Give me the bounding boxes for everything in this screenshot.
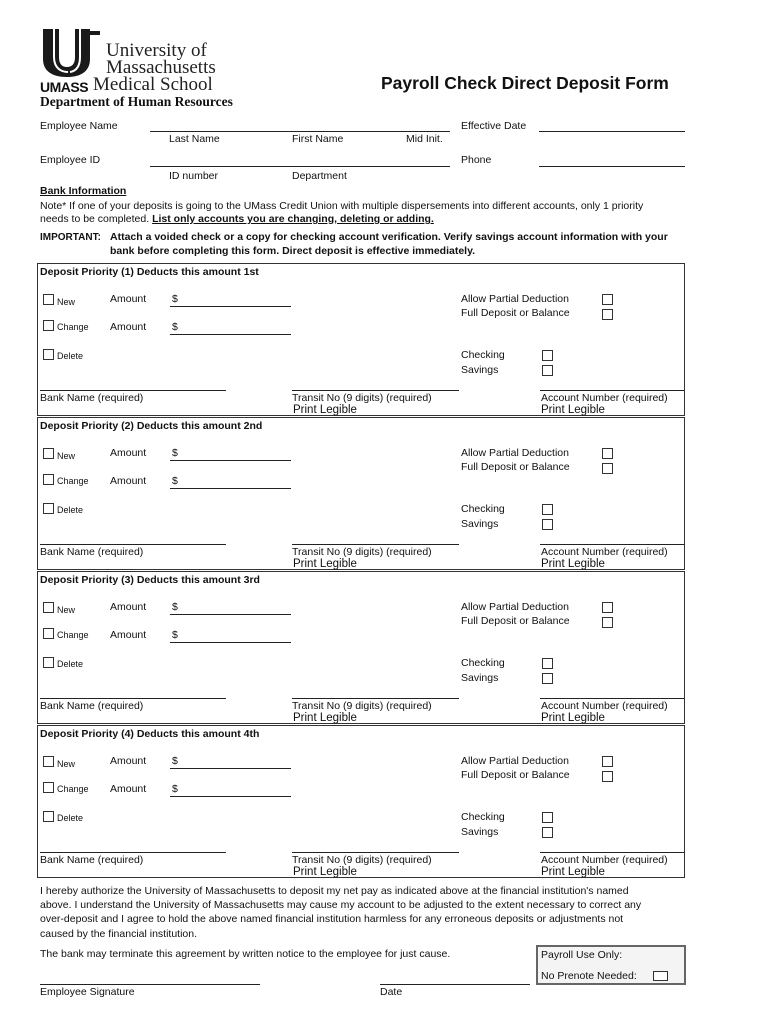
- savings-checkbox[interactable]: [542, 519, 553, 530]
- transit-print-legible: Print Legible: [293, 712, 357, 724]
- important-line-2: bank before completing this form. Direct deposit is effective immediately.: [110, 245, 476, 257]
- umass-logo-mark: [40, 27, 102, 79]
- new-label: New: [57, 759, 76, 769]
- delete-label: Delete: [57, 505, 84, 515]
- account-label: Account Number (required): [541, 546, 668, 558]
- new-label: New: [57, 297, 76, 307]
- dollar-sign-2: $: [172, 321, 178, 333]
- change-checkbox[interactable]: [43, 628, 54, 639]
- partial-deduction-label: Allow Partial Deduction: [461, 293, 569, 305]
- full-deposit-checkbox[interactable]: [602, 771, 613, 782]
- account-line[interactable]: [540, 698, 684, 699]
- university-line-3: Medical School: [93, 74, 213, 95]
- employee-id-label: Employee ID: [40, 154, 101, 166]
- date-label: Date: [380, 986, 403, 998]
- amount-line-2[interactable]: [170, 796, 291, 797]
- account-label: Account Number (required): [541, 700, 668, 712]
- dollar-sign-1: $: [172, 293, 178, 305]
- employee-signature-label: Employee Signature: [40, 986, 135, 998]
- employee-name-line[interactable]: [150, 131, 450, 132]
- full-deposit-checkbox[interactable]: [602, 617, 613, 628]
- first-name-caption: First Name: [292, 133, 344, 145]
- account-line[interactable]: [540, 544, 684, 545]
- savings-label: Savings: [461, 672, 499, 684]
- checking-checkbox[interactable]: [542, 504, 553, 515]
- savings-label: Savings: [461, 364, 499, 376]
- new-checkbox[interactable]: [43, 294, 54, 305]
- change-label: Change: [57, 630, 89, 640]
- note-line-2: [40, 213, 434, 225]
- new-checkbox[interactable]: [43, 602, 54, 613]
- no-prenote-checkbox[interactable]: [653, 971, 668, 981]
- authorization-line-2: above. I understand the University of Massachusetts may cause my account to be adjusted to the extent necessary to correct any: [40, 899, 642, 912]
- amount-line-2[interactable]: [170, 642, 291, 643]
- university-line-1: University of: [106, 40, 207, 61]
- amount-label-1: Amount: [110, 293, 147, 305]
- phone-line[interactable]: [539, 166, 685, 167]
- amount-line-1[interactable]: [170, 614, 291, 615]
- employee-id-line[interactable]: [150, 166, 450, 167]
- new-checkbox[interactable]: [43, 448, 54, 459]
- section-title: Deposit Priority (1) Deducts this amount 1st: [40, 266, 259, 278]
- full-deposit-label: Full Deposit or Balance: [461, 615, 570, 627]
- section-title: Deposit Priority (4) Deducts this amount 4th: [40, 728, 260, 740]
- authorization-line-1: I hereby authorize the University of Massachusetts to deposit my net pay as indicated above at the financial institution's named: [40, 885, 629, 897]
- effective-date-line[interactable]: [539, 131, 685, 132]
- authorization-line-3: over-deposit and I agree to hold the above named financial institution harmless for any erroneous deposits or adjustments not: [40, 913, 624, 926]
- partial-deduction-checkbox[interactable]: [602, 294, 613, 305]
- bank-name-line[interactable]: [40, 390, 226, 391]
- transit-print-legible: Print Legible: [293, 558, 357, 570]
- transit-label: Transit No (9 digits) (required): [292, 700, 432, 712]
- employee-name-label: Employee Name: [40, 120, 118, 132]
- checking-checkbox[interactable]: [542, 350, 553, 361]
- deposit-priority-section-2: [37, 417, 685, 570]
- delete-label: Delete: [57, 659, 84, 669]
- delete-checkbox[interactable]: [43, 811, 54, 822]
- university-line-2: Massachusetts: [106, 57, 216, 78]
- deposit-priority-section-4: [37, 725, 685, 878]
- checking-checkbox[interactable]: [542, 658, 553, 669]
- checking-label: Checking: [461, 349, 505, 361]
- partial-deduction-checkbox[interactable]: [602, 756, 613, 767]
- amount-line-2[interactable]: [170, 334, 291, 335]
- dollar-sign-2: $: [172, 475, 178, 487]
- amount-label-1: Amount: [110, 447, 147, 459]
- important-label: IMPORTANT:: [40, 232, 101, 243]
- bank-name-line[interactable]: [40, 544, 226, 545]
- department-caption: Department: [292, 170, 347, 182]
- change-label: Change: [57, 476, 89, 486]
- transit-label: Transit No (9 digits) (required): [292, 854, 432, 866]
- amount-label-2: Amount: [110, 629, 147, 641]
- transit-print-legible: Print Legible: [293, 404, 357, 416]
- amount-line-1[interactable]: [170, 460, 291, 461]
- dollar-sign-1: $: [172, 447, 178, 459]
- new-checkbox[interactable]: [43, 756, 54, 767]
- phone-label: Phone: [461, 154, 492, 166]
- account-print-legible: Print Legible: [541, 558, 605, 570]
- amount-line-2[interactable]: [170, 488, 291, 489]
- dollar-sign-2: $: [172, 629, 178, 641]
- full-deposit-checkbox[interactable]: [602, 463, 613, 474]
- full-deposit-label: Full Deposit or Balance: [461, 461, 570, 473]
- savings-checkbox[interactable]: [542, 827, 553, 838]
- new-label: New: [57, 605, 76, 615]
- bank-name-line[interactable]: [40, 852, 226, 853]
- amount-label-2: Amount: [110, 321, 147, 333]
- authorization-text: [40, 884, 660, 941]
- change-checkbox[interactable]: [43, 320, 54, 331]
- account-line[interactable]: [540, 852, 684, 853]
- delete-checkbox[interactable]: [43, 503, 54, 514]
- amount-label-1: Amount: [110, 601, 147, 613]
- partial-deduction-label: Allow Partial Deduction: [461, 447, 569, 459]
- savings-label: Savings: [461, 518, 499, 530]
- deposit-priority-section-3: [37, 571, 685, 724]
- savings-label: Savings: [461, 826, 499, 838]
- amount-line-1[interactable]: [170, 768, 291, 769]
- savings-checkbox[interactable]: [542, 365, 553, 376]
- bank-information-heading: Bank Information: [40, 185, 127, 197]
- new-label: New: [57, 451, 76, 461]
- account-print-legible: Print Legible: [541, 404, 605, 416]
- signature-line[interactable]: [40, 984, 260, 985]
- checking-label: Checking: [461, 503, 505, 515]
- full-deposit-label: Full Deposit or Balance: [461, 307, 570, 319]
- account-label: Account Number (required): [541, 392, 668, 404]
- section-title: Deposit Priority (2) Deducts this amount 2nd: [40, 420, 263, 432]
- form-title: Payroll Check Direct Deposit Form: [381, 73, 669, 93]
- bank-name-label: Bank Name (required): [40, 546, 144, 558]
- account-print-legible: Print Legible: [541, 866, 605, 878]
- amount-label-2: Amount: [110, 475, 147, 487]
- logo-wordmark: UMASS: [40, 79, 89, 95]
- change-checkbox[interactable]: [43, 782, 54, 793]
- mid-init-caption: Mid Init.: [406, 133, 443, 145]
- transit-label: Transit No (9 digits) (required): [292, 546, 432, 558]
- change-checkbox[interactable]: [43, 474, 54, 485]
- transit-line[interactable]: [292, 698, 459, 699]
- transit-line[interactable]: [292, 852, 459, 853]
- transit-line[interactable]: [292, 544, 459, 545]
- transit-print-legible: Print Legible: [293, 866, 357, 878]
- date-line[interactable]: [380, 984, 530, 985]
- section-title: Deposit Priority (3) Deducts this amount 3rd: [40, 574, 260, 586]
- transit-line[interactable]: [292, 390, 459, 391]
- department-heading: Department of Human Resources: [40, 94, 233, 109]
- note-line-1: Note* If one of your deposits is going to the UMass Credit Union with multiple dispersements into different accounts, only 1 priority: [40, 200, 644, 212]
- dollar-sign-1: $: [172, 601, 178, 613]
- payroll-use-label: Payroll Use Only:: [541, 949, 623, 961]
- partial-deduction-checkbox[interactable]: [602, 448, 613, 459]
- amount-label-1: Amount: [110, 755, 147, 767]
- delete-checkbox[interactable]: [43, 657, 54, 668]
- effective-date-label: Effective Date: [461, 120, 527, 132]
- checking-checkbox[interactable]: [542, 812, 553, 823]
- no-prenote-label: No Prenote Needed:: [541, 970, 637, 982]
- important-line-1: Attach a voided check or a copy for checking account verification. Verify savings account information with your: [110, 231, 668, 243]
- account-line[interactable]: [540, 390, 684, 391]
- last-name-caption: Last Name: [169, 133, 220, 145]
- full-deposit-label: Full Deposit or Balance: [461, 769, 570, 781]
- deposit-priority-section-1: [37, 263, 685, 416]
- dollar-sign-2: $: [172, 783, 178, 795]
- authorization-line-4: caused by the financial institution.: [40, 927, 198, 940]
- delete-label: Delete: [57, 813, 84, 823]
- note-line-2-plain: needs to be completed.: [40, 213, 153, 225]
- account-print-legible: Print Legible: [541, 712, 605, 724]
- delete-checkbox[interactable]: [43, 349, 54, 360]
- transit-label: Transit No (9 digits) (required): [292, 392, 432, 404]
- full-deposit-checkbox[interactable]: [602, 309, 613, 320]
- terminate-text: The bank may terminate this agreement by written notice to the employee for just cause.: [40, 948, 451, 960]
- amount-label-2: Amount: [110, 783, 147, 795]
- partial-deduction-label: Allow Partial Deduction: [461, 601, 569, 613]
- change-label: Change: [57, 322, 89, 332]
- account-label: Account Number (required): [541, 854, 668, 866]
- bank-name-label: Bank Name (required): [40, 854, 144, 866]
- amount-line-1[interactable]: [170, 306, 291, 307]
- bank-name-line[interactable]: [40, 698, 226, 699]
- change-label: Change: [57, 784, 89, 794]
- note-line-2-bold: List only accounts you are changing, deleting or adding.: [152, 213, 434, 225]
- id-number-caption: ID number: [169, 170, 219, 182]
- bank-name-label: Bank Name (required): [40, 700, 144, 712]
- checking-label: Checking: [461, 811, 505, 823]
- checking-label: Checking: [461, 657, 505, 669]
- partial-deduction-label: Allow Partial Deduction: [461, 755, 569, 767]
- bank-name-label: Bank Name (required): [40, 392, 144, 404]
- payroll-use-box: [536, 945, 686, 985]
- savings-checkbox[interactable]: [542, 673, 553, 684]
- partial-deduction-checkbox[interactable]: [602, 602, 613, 613]
- dollar-sign-1: $: [172, 755, 178, 767]
- delete-label: Delete: [57, 351, 84, 361]
